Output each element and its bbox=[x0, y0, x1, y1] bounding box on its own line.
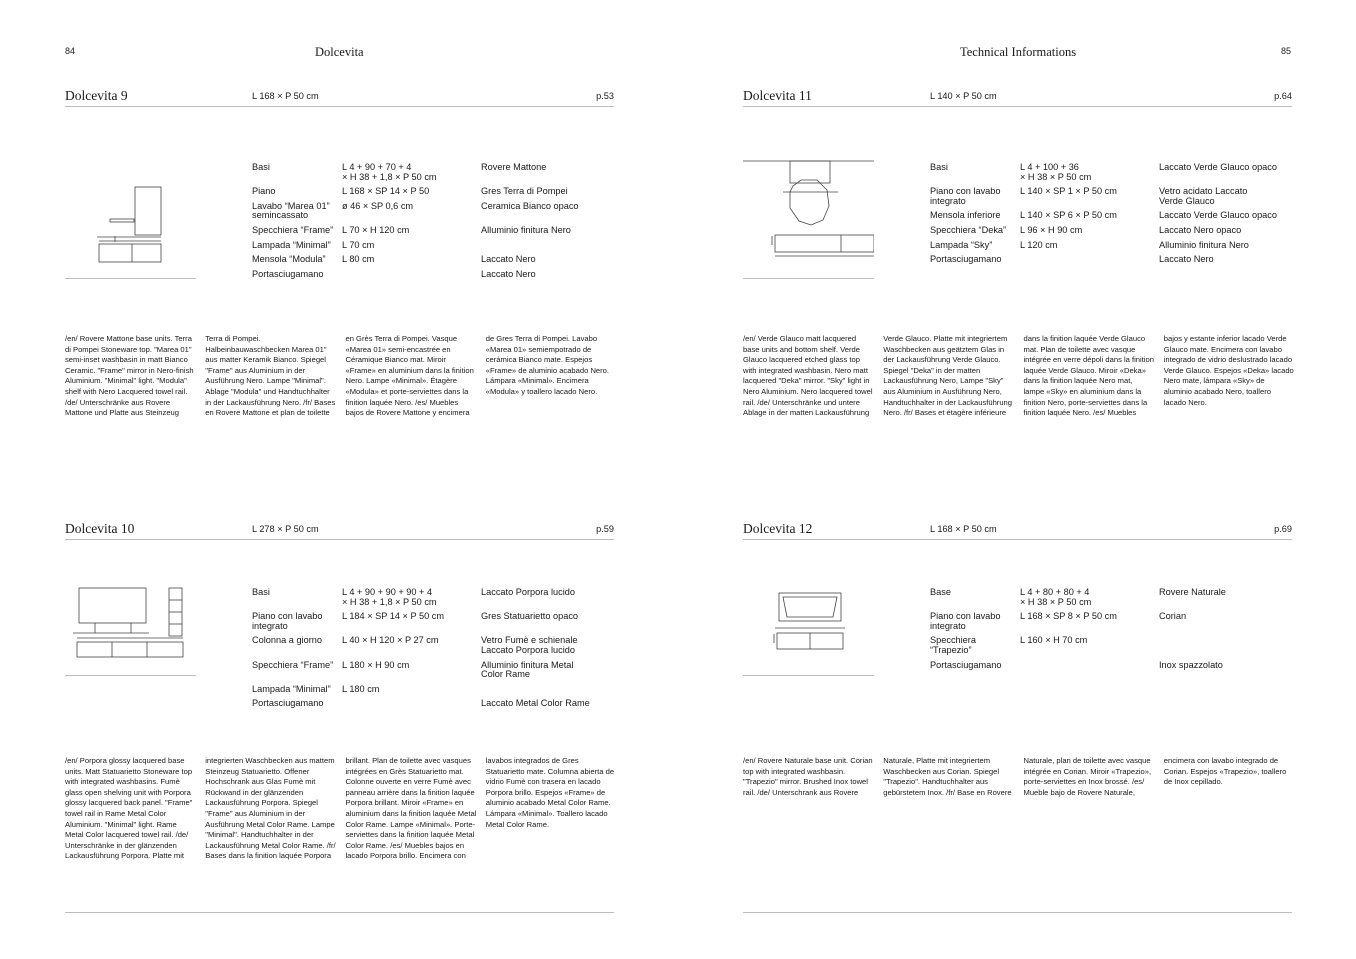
section-header bbox=[65, 88, 614, 107]
spec-dimension: L 140 × SP 1 × P 50 cm bbox=[1020, 186, 1117, 197]
spec-name: Portasciugamano bbox=[930, 659, 1002, 670]
left-page-number: 84 bbox=[65, 46, 76, 56]
section-dimensions: L 140 × P 50 cm bbox=[930, 91, 997, 101]
spec-name: Mensola inferiore bbox=[930, 210, 1001, 221]
spec-dimension: ø 46 × SP 0,6 cm bbox=[342, 200, 414, 211]
spec-dimension: L 4 + 90 + 70 + 4 × H 38 + 1,8 × P 50 cm bbox=[342, 162, 437, 182]
spec-name: Piano con lavabo integrato bbox=[930, 611, 1001, 631]
spec-name: Lampada “Sky” bbox=[930, 239, 993, 250]
spec-row bbox=[252, 226, 614, 236]
spec-finish: Gres Statuarietto opaco bbox=[481, 611, 579, 622]
spec-row bbox=[930, 187, 1292, 206]
spec-finish: Rovere Mattone bbox=[481, 162, 547, 172]
spec-dimension: L 4 + 90 + 90 + 90 + 4 × H 38 + 1,8 × P 50 cm bbox=[342, 587, 437, 607]
spec-finish: Alluminio finitura Nero bbox=[481, 224, 571, 235]
section-page-ref: p.69 bbox=[1274, 524, 1292, 534]
section-description: /en/ Verde Glauco matt lacquered base units and bottom shelf. Verde Glauco lacquered etched glass top with integrated washbasin. Nero matt lacquered "Deka" mirror. "Sky" light in Nero Aluminium. Nero lacquered towel rail. /de/ Unterschränke und untere Ablage in der matten Lackausführung Verde Glauco. Platte mit integriertem Waschbecken aus geätztem Glas in der Lackausführung Verde Glauco. Spiegel "Deka" in der matten Lackausführung Nero, Lampe "Sky" aus Aluminium in Ausführung Nero, Handtuchhalter in der Lackausführung Nero. /fr/ Bases et étagère inférieure dans la finition laquée Verde Glauco mat. Plan de toilette avec vasque intégrée en verre dépoli dans la finition laquée Verde Glauco. Miroir «Deka» dans la finition laquée Nero mat, lampe «Sky» en aluminium dans la finition Nero, porte-serviettes dans la finition laquée Nero. /es/ Muebles bajos y estante inferior lacado Verde Glauco mate. Encimera con lavabo integrado de vidrio deslustrado lacado Verde Glauco. Espejos «Deka» lacado Nero mate, lámpara «Sky» de aluminio acabado Nero, toallero lacado Nero. bbox=[743, 334, 1294, 418]
spec-dimension: L 40 × H 120 × P 27 cm bbox=[342, 635, 439, 646]
spec-row bbox=[252, 588, 614, 607]
drawing-rule bbox=[65, 675, 196, 676]
spec-row bbox=[930, 636, 1292, 655]
spec-name: Lampada “Minimal” bbox=[252, 239, 331, 250]
section-dimensions: L 168 × P 50 cm bbox=[252, 91, 319, 101]
spec-name: Lavabo “Marea 01” semincassato bbox=[252, 200, 330, 221]
spec-name: Specchiera “Frame” bbox=[252, 224, 334, 235]
spec-dimension: L 180 × H 90 cm bbox=[342, 659, 410, 670]
spec-row bbox=[252, 255, 614, 265]
spec-finish: Laccato Nero bbox=[481, 254, 536, 265]
spec-row bbox=[252, 187, 614, 197]
spec-finish: Laccato Nero bbox=[481, 268, 536, 279]
spec-dimension: L 120 cm bbox=[1020, 239, 1058, 250]
section-description: /en/ Rovere Naturale base unit. Corian top with integrated washbasin. "Trapezio" mirror. Brushed Inox towel rail. /de/ Unterschrank aus Rovere Naturale, Platte mit integriertem Waschbecken aus Corian. Spiegel "Trapezio". Handtuchhalter aus gebürstetem Inox. /fr/ Base en Rovere Naturale, plan de toilette avec vasque intégrée en Corian. Miroir «Trapezio», porte-serviettes en Inox brossé. /es/ Mueble bajo de Rovere Naturale, encimera con lavabo integrado de Corian. Espejos «Trapezio», toallero de Inox cepillado. bbox=[743, 756, 1287, 797]
spec-row bbox=[930, 211, 1292, 221]
section-page-ref: p.64 bbox=[1274, 91, 1292, 101]
spec-name: Specchiera “Deka” bbox=[930, 224, 1007, 235]
spec-name: Portasciugamano bbox=[930, 254, 1002, 265]
spec-name: Lampada “Minimal” bbox=[252, 683, 331, 694]
spec-row bbox=[930, 612, 1292, 631]
spec-dimension: L 4 + 80 + 80 + 4 × H 38 × P 50 cm bbox=[1020, 587, 1092, 607]
product-drawing bbox=[65, 571, 196, 691]
spec-finish: Corian bbox=[1159, 611, 1187, 622]
spec-row bbox=[252, 612, 614, 631]
spec-name: Specchiera “Trapezio” bbox=[930, 635, 976, 655]
spec-row bbox=[252, 699, 614, 709]
spec-row bbox=[930, 588, 1292, 607]
spec-dimension: L 4 + 100 + 36 × H 38 × P 50 cm bbox=[1020, 162, 1092, 182]
spec-name: Colonna a giorno bbox=[252, 635, 322, 646]
right-page-number: 85 bbox=[1281, 46, 1292, 56]
spec-finish: Inox spazzolato bbox=[1159, 659, 1223, 670]
section-dolcevita-10 bbox=[65, 521, 614, 871]
spec-name: Portasciugamano bbox=[252, 698, 324, 709]
section-title: Dolcevita 11 bbox=[743, 88, 812, 103]
spec-row bbox=[252, 202, 614, 221]
spec-dimension: L 184 × SP 14 × P 50 cm bbox=[342, 611, 444, 622]
section-description: /en/ Rovere Mattone base units. Terra di Pompei Stoneware top. "Marea 01" semi-inset washbasin in matt Bianco Ceramic. "Frame" mirror in Nero-finish Aluminium. "Minimal" light. "Modula" shelf with Nero Lacquered towel rail. /de/ Unterschränke aus Rovere Mattone und Platte aus Steinzeug Terra di Pompei. Halbeinbauwaschbecken Marea 01" aus matter Keramik Bianco. Spiegel "Frame" aus Aluminium in der Ausführung Nero. Lampe "Minimal". Ablage "Modula" und Handtuchhalter in der Lackausführung Nero. /fr/ Bases en Rovere Mattone et plan de toilette en Grès Terra di Pompei. Vasque «Marea 01» semi-encastrée en Céramique Bianco mat. Miroir «Frame» en aluminium dans la finition Nero. Lampe «Minimal». Étagère «Modula» et porte-serviettes dans la finition laquée Nero. /es/ Muebles bajos de Rovere Mattone y encimera de Gres Terra di Pompei. Lavabo «Marea 01» semiempotrado de cerámica Bianco mate. Espejos «Frame» de aluminio acabado Nero. Lámpara «Minimal». Encimera «Modula» y toallero lacado Nero. bbox=[65, 334, 610, 418]
section-header bbox=[65, 521, 614, 540]
spec-finish: Alluminio finitura Nero bbox=[1159, 239, 1249, 250]
spec-finish: Alluminio finitura Metal Color Rame bbox=[481, 659, 574, 680]
section-title: Dolcevita 10 bbox=[65, 521, 135, 536]
spec-finish: Laccato Metal Color Rame bbox=[481, 698, 590, 709]
spec-finish: Rovere Naturale bbox=[1159, 587, 1226, 597]
spec-finish: Laccato Nero bbox=[1159, 254, 1214, 265]
spec-finish: Vetro Fumè e schienale Laccato Porpora lucido bbox=[481, 635, 578, 655]
spec-dimension: L 168 × SP 14 × P 50 bbox=[342, 186, 430, 197]
spec-row bbox=[252, 661, 614, 680]
right-bottom-rule bbox=[743, 912, 1292, 913]
spec-dimension: L 140 × SP 6 × P 50 cm bbox=[1020, 210, 1117, 221]
spec-dimension: L 96 × H 90 cm bbox=[1020, 224, 1083, 235]
spec-table bbox=[930, 588, 1292, 675]
section-page-ref: p.53 bbox=[596, 91, 614, 101]
spec-name: Basi bbox=[930, 162, 948, 172]
spec-name: Basi bbox=[252, 587, 270, 597]
section-description: /en/ Porpora glossy lacquered base units. Matt Statuarietto Stoneware top with integrated washbasins. Fumè glass open shelving unit with Porpora glossy lacquered back panel. "Frame" towel rail in Rame Metal Color Aluminium. "Minimal" light. Rame Metal Color lacquered towel rail. /de/ Unterschränke in der glänzenden Lackausführung Porpora. Platte mit integrierten Waschbecken aus mattem Steinzeug Statuarietto. Offener Hochschrank aus Glas Fumè mit Rückwand in der glänzenden Lackausführung Porpora. Spiegel "Frame" aus Aluminium in der Ausführung Metal Color Rame. Lampe "Minimal". Handtuchhalter in der Lackausführung Metal Color Rame. /fr/ Bases dans la finition laquée Porpora brillant. Plan de toilette avec vasques intégrées en Grès Statuarietto mat. Colonne ouverte en verre Fumè avec panneau arrière dans la finition laquée Porpora brillant. Miroir «Frame» en aluminium dans la finition laquée Metal Color Rame. Lampe «Minimal». Porte-serviettes dans la finition laquée Metal Color Rame. /es/ Muebles bajos en lacado Porpora brillo. Encimera con lavabos integrados de Gres Statuarietto mate. Columna abierta de vidrio Fumè con trasera en lacado Porpora brillo. Espejos «Frame» de aluminio acabado Metal Color Rame. Lámpara «Minimal». Toallero lacado Metal Color Rame. bbox=[65, 756, 615, 861]
spec-table bbox=[252, 163, 614, 284]
spec-table bbox=[252, 588, 614, 714]
spec-dimension: L 180 cm bbox=[342, 683, 380, 694]
spec-dimension: L 160 × H 70 cm bbox=[1020, 635, 1088, 646]
spec-row bbox=[930, 163, 1292, 182]
spec-row bbox=[930, 255, 1292, 265]
spec-name: Portasciugamano bbox=[252, 268, 324, 279]
section-dolcevita-11 bbox=[743, 88, 1292, 428]
drawing-rule bbox=[743, 278, 874, 279]
spec-table bbox=[930, 163, 1292, 270]
spec-dimension: L 168 × SP 8 × P 50 cm bbox=[1020, 611, 1117, 622]
spec-dimension: L 80 cm bbox=[342, 254, 375, 265]
spec-finish: Laccato Nero opaco bbox=[1159, 224, 1242, 235]
spec-name: Piano bbox=[252, 186, 276, 197]
spec-row bbox=[252, 636, 614, 655]
spec-row bbox=[252, 163, 614, 182]
section-dolcevita-12 bbox=[743, 521, 1292, 821]
spec-row bbox=[930, 661, 1292, 671]
right-running-title: Technical Informations bbox=[960, 45, 1077, 59]
spec-finish: Vetro acidato Laccato Verde Glauco bbox=[1159, 186, 1248, 206]
section-title: Dolcevita 9 bbox=[65, 88, 128, 103]
section-page-ref: p.59 bbox=[596, 524, 614, 534]
spec-finish: Laccato Verde Glauco opaco bbox=[1159, 210, 1277, 221]
spec-finish: Gres Terra di Pompei bbox=[481, 186, 568, 197]
spec-dimension: L 70 × H 120 cm bbox=[342, 224, 410, 235]
spec-name: Basi bbox=[252, 162, 270, 172]
product-drawing bbox=[743, 571, 874, 691]
spec-name: Piano con lavabo integrato bbox=[930, 186, 1001, 206]
spec-row bbox=[252, 685, 614, 695]
section-dimensions: L 168 × P 50 cm bbox=[930, 524, 997, 534]
section-dimensions: L 278 × P 50 cm bbox=[252, 524, 319, 534]
spec-row bbox=[252, 241, 614, 251]
spec-row bbox=[930, 226, 1292, 236]
spec-name: Mensola “Modula” bbox=[252, 254, 326, 265]
product-drawing bbox=[65, 148, 196, 268]
spec-finish: Laccato Verde Glauco opaco bbox=[1159, 162, 1277, 172]
spec-row bbox=[930, 241, 1292, 251]
drawing-rule bbox=[65, 278, 196, 279]
section-header bbox=[743, 521, 1292, 540]
spec-name: Base bbox=[930, 587, 951, 597]
left-running-title: Dolcevita bbox=[315, 45, 364, 59]
left-bottom-rule bbox=[65, 912, 614, 913]
section-header bbox=[743, 88, 1292, 107]
spec-finish: Ceramica Bianco opaco bbox=[481, 200, 579, 211]
spec-row bbox=[252, 270, 614, 280]
spec-name: Specchiera “Frame” bbox=[252, 659, 334, 670]
section-dolcevita-9 bbox=[65, 88, 614, 428]
drawing-rule bbox=[743, 675, 874, 676]
spec-name: Piano con lavabo integrato bbox=[252, 611, 323, 631]
spec-dimension: L 70 cm bbox=[342, 239, 375, 250]
product-drawing bbox=[743, 148, 874, 268]
section-title: Dolcevita 12 bbox=[743, 521, 813, 536]
spec-finish: Laccato Porpora lucido bbox=[481, 587, 575, 597]
